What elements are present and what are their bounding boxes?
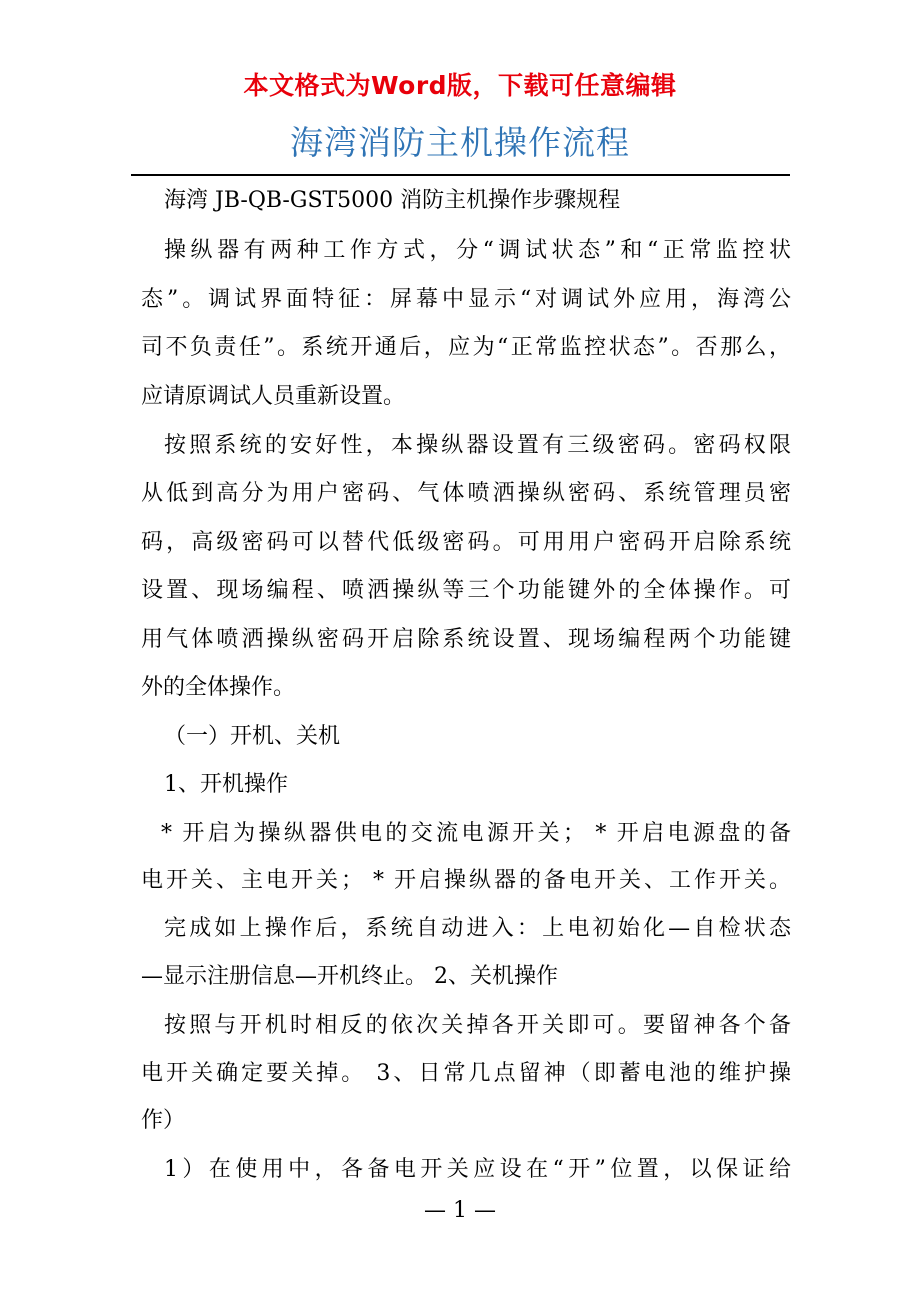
format-banner: 本文格式为Word版，下载可任意编辑 <box>243 71 677 100</box>
body-line: 操纵器有两种工作方式，分“调试状态”和“正常监控状 <box>164 238 791 263</box>
body-line: * 开启为操纵器供电的交流电源开关； * 开启电源盘的备 <box>161 821 791 846</box>
body-line: 态”。调试界面特征：屏幕中显示“对调试外应用，海湾公 <box>141 287 791 312</box>
body-line: 作） <box>141 1108 186 1133</box>
body-line: 按照系统的安好性，本操纵器设置有三级密码。密码权限 <box>164 433 791 458</box>
body-line: 1）在使用中，各备电开关应设在“开”位置，以保证给 <box>164 1157 791 1182</box>
subsection-heading: 1、开机操作 <box>164 772 288 797</box>
title-divider <box>131 174 790 176</box>
body-line: 电开关确定要关掉。 3、日常几点留神（即蓄电池的维护操 <box>141 1061 791 1086</box>
body-line: 外的全体操作。 <box>141 675 296 700</box>
body-line: 应请原调试人员重新设置。 <box>141 384 406 409</box>
body-line: 设置、现场编程、喷洒操纵等三个功能键外的全体操作。可 <box>141 578 791 603</box>
body-line: 码，高级密码可以替代低级密码。可用用户密码开启除系统 <box>141 530 791 555</box>
body-line: 司不负责任”。系统开通后，应为“正常监控状态”。否那么， <box>141 335 791 360</box>
page-number: — 1 — <box>424 1198 496 1223</box>
section-heading: （一）开机、关机 <box>164 724 341 749</box>
body-line: —显示注册信息—开机终止。 2、关机操作 <box>141 964 558 989</box>
body-line: 按照与开机时相反的依次关掉各开关即可。要留神各个备 <box>164 1013 791 1038</box>
body-line: 完成如上操作后，系统自动进入：上电初始化—自检状态 <box>164 916 791 941</box>
subtitle-line: 海湾 JB-QB-GST5000 消防主机操作步骤规程 <box>164 188 621 213</box>
body-line: 从低到高分为用户密码、气体喷洒操纵密码、系统管理员密 <box>141 481 791 506</box>
body-line: 电开关、主电开关； * 开启操纵器的备电开关、工作开关。 <box>141 868 791 893</box>
document-title: 海湾消防主机操作流程 <box>290 123 630 162</box>
body-line: 用气体喷洒操纵密码开启除系统设置、现场编程两个功能键 <box>141 627 791 652</box>
